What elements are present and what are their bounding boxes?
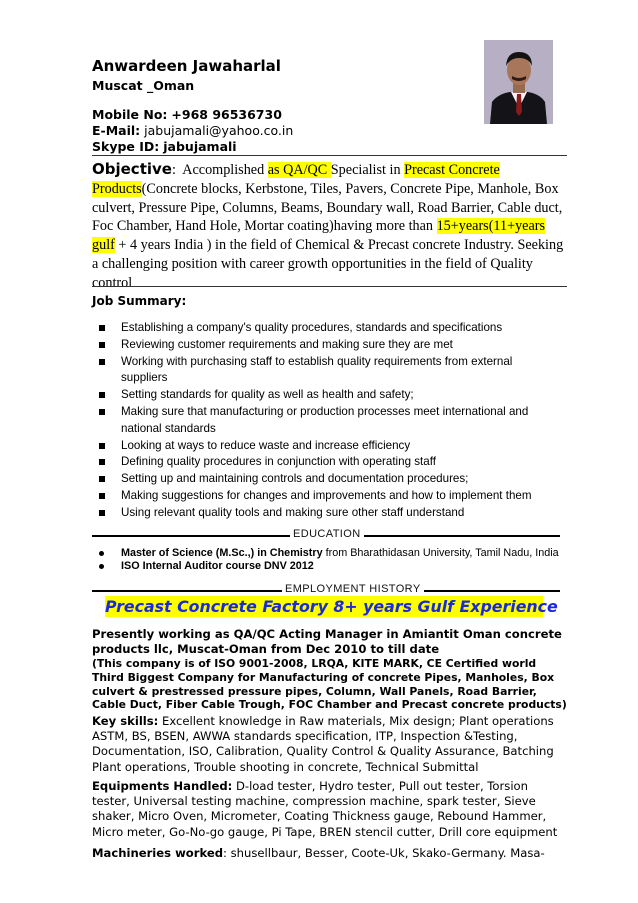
job-summary-list <box>96 320 556 522</box>
list-item: Defining quality procedures in conjunction with operating staff <box>96 454 556 471</box>
email-line <box>92 123 293 139</box>
equipments-label: Equipments Handled: <box>92 779 233 793</box>
list-item: Establishing a company's quality procedures, standards and specifications <box>96 320 556 337</box>
skype-line <box>92 139 237 155</box>
objective-highlight-years: 15+years(11+years gulf <box>92 218 546 254</box>
list-item: Looking at ways to reduce waste and increase efficiency <box>96 438 556 455</box>
education-section-header <box>92 530 560 542</box>
equipments-handled <box>92 779 567 840</box>
key-skills <box>92 714 567 775</box>
present-position <box>92 627 567 712</box>
list-item <box>96 547 566 560</box>
candidate-name: Anwardeen Jawaharlal <box>92 57 281 75</box>
present-position-text: Presently working as QA/QC Acting Manager in Amiantit Oman concrete products llc, Muscat-Oman from Dec 2010 to till date <box>92 627 562 657</box>
mobile-label: Mobile No: <box>92 107 168 122</box>
skype-value: jabujamali <box>163 139 237 154</box>
list-item: Using relevant quality tools and making sure other staff understand <box>96 505 556 522</box>
machineries-label: Machineries worked <box>92 846 224 860</box>
objective-text-2: Specialist in <box>330 162 405 178</box>
company-note: (This company is of ISO 9001-2008, LRQA, KITE MARK, CE Certified world Third Biggest Company for Manufacturing of concrete Pipes, Manholes, Box culvert & prestressed pressure pipes, Column, Wall Panels, Road Barrier, Cable Duct, Fiber Cable Trough, FOC Chamber and Precast concrete products) <box>92 657 567 712</box>
machineries-text: : shusellbaur, Besser, Coote-Uk, Skako-Germany. Masa- <box>223 846 545 860</box>
objective-text-4: + 4 years India ) in the field of Chemical & Precast concrete Industry. Seeking a challenging position with career growth opportunities in the field of Quality control <box>92 237 564 291</box>
education-heading: EDUCATION <box>290 528 364 540</box>
objective-text-1: Accomplished <box>182 162 268 178</box>
key-skills-text: Excellent knowledge in Raw materials, Mix design; Plant operations ASTM, BS, BSEN, AWWA standards specification, ITP, Inspection &Testing, Documentation, ISO, Calibration, Quality Control & Quality Assurance, Batching Plant operations, Trouble shooting in concrete, Technical Submittal <box>92 714 554 774</box>
profile-photo <box>484 40 553 124</box>
list-item: Making sure that manufacturing or production processes meet international and national standards <box>96 404 556 438</box>
degree-institution: from Bharathidasan University, Tamil Nadu, India <box>322 547 559 559</box>
list-item: Reviewing customer requirements and making sure they are met <box>96 337 556 354</box>
mobile-value: +968 96536730 <box>171 107 282 122</box>
objective-highlight-products: Precast Concrete Products <box>92 162 500 197</box>
header-divider <box>92 155 567 156</box>
key-skills-label: Key skills: <box>92 714 159 728</box>
list-item: Setting standards for quality as well as health and safety; <box>96 387 556 404</box>
machineries-worked <box>92 846 567 861</box>
degree-title: Master of Science (M.Sc.,) in Chemistry <box>121 547 323 559</box>
objective-text-3: (Concrete blocks, Kerbstone, Tiles, Pavers, Concrete Pipe, Manhole, Box culvert, Pressure Pipe, Columns, Beams, Boundary wall, Road Barrier, Cable duct, Foc Chamber, Hand Hole, Mortar coating)having more than <box>92 180 563 235</box>
list-item: Making suggestions for changes and improvements and how to implement them <box>96 488 556 505</box>
education-list <box>96 547 566 573</box>
list-item: ISO Internal Auditor course DNV 2012 <box>96 560 566 573</box>
email-label: E-Mail: <box>92 123 141 138</box>
objective-colon: : <box>171 162 176 178</box>
education-list-wrap <box>96 547 566 573</box>
experience-banner: Precast Concrete Factory 8+ years Gulf Experience <box>105 597 558 616</box>
mobile-line <box>92 107 282 123</box>
objective-highlight-role: as QA/QC <box>267 162 331 178</box>
equipments-text: D-load tester, Hydro tester, Pull out tester, Torsion tester, Universal testing machine, compression machine, spark tester, Sieve shaker, Micro Oven, Micrometer, Coating Thickness gauge, Rebound Hammer, Micro meter, Go-No-go gauge, Pi Tape, BREN stencil cutter, Drill core equipment <box>92 779 558 839</box>
email-value[interactable]: jabujamali@yahoo.co.in <box>144 123 294 138</box>
list-item: Setting up and maintaining controls and documentation procedures; <box>96 471 556 488</box>
objective-heading: Objective <box>92 160 172 178</box>
candidate-location: Muscat _Oman <box>92 78 195 93</box>
job-summary-list-wrap <box>96 320 556 522</box>
job-summary-title: Job Summary: <box>92 294 187 308</box>
objective-divider <box>92 286 567 287</box>
list-item: Working with purchasing staff to establish quality requirements from external suppliers <box>96 354 556 388</box>
skype-label: Skype ID: <box>92 139 160 154</box>
employment-heading: EMPLOYMENT HISTORY <box>282 583 424 595</box>
objective-paragraph <box>92 160 567 293</box>
